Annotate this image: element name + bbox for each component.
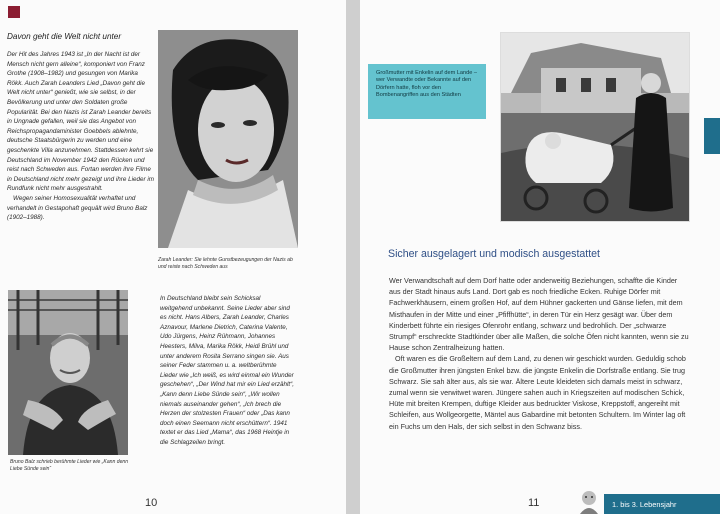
body-text-1 xyxy=(7,50,155,223)
zarah-leander-photo xyxy=(158,30,298,248)
section-marker xyxy=(8,6,20,18)
body-text-right xyxy=(389,275,689,432)
section-heading: Sicher ausgelagert und modisch ausgestattet xyxy=(388,248,601,260)
caption-balz: Bruno Balz schrieb berühmte Lieder wie „Kann denn Liebe Sünde sein“ xyxy=(10,459,129,472)
bruno-balz-photo xyxy=(8,290,128,455)
right-page xyxy=(360,0,720,514)
paragraph-1: Der Hit des Jahres 1943 ist „In der Nacht ist der Mensch nicht gern alleine“, komponiert von Franz Grothe (1908–1982) und gesungen von Marika Rökk. Auch Zarah Leanders Lied „Davon geht die Welt nicht unter“ genießt, wie sie selbst, in der Bevölkerung und unter den Soldaten große Popularität. Bei den Nazis ist Zarah Leander bereits in Ungnade gefallen, weil sie das Angebot von Reichspropagandaminister Goebbels ablehnte, deutsche Staatsbürgerin zu werden und eine geschenkte Villa anzunehmen. Stattdessen kehrt sie Deutschland im November 1942 den Rücken und reist nach Schweden aus. Fortan werden ihre Filme in Deutschland nicht mehr gezeigt und ihre Lieder im Rundfunk nicht mehr ausgestrahlt. xyxy=(7,51,155,193)
section-label xyxy=(604,494,720,514)
page-number-left: 10 xyxy=(145,497,158,509)
grandmother-pram-photo xyxy=(500,32,690,222)
photo-caption-box: Großmutter mit Enkelin auf dem Lande – wer Verwandte oder Bekannte auf den Dörfern hatte, floh vor den Bombenangriffen aus den Städten xyxy=(368,64,486,119)
page-title: Davon geht die Welt nicht unter xyxy=(7,32,122,41)
left-page xyxy=(0,0,346,514)
paragraph-3: In Deutschland bleibt sein Schicksal weitgehend unbekannt. Seine Lieder aber sind es nicht. Hans Albers, Zarah Leander, Charles Aznavour, Marlene Dietrich, Caterina Valente, Udo Jürgens, Heinz Rühmann, Johannes Heesters, Milva, Marika Rökk, Heidi Brühl und unter anderem Rosita Serrano singen sie. Aus seiner Feder stammen u. a. weltberühmte Lieder wie „Ich weiß, es wird einmal ein Wunder geschehen“, „Der Wind hat mir ein Lied erzählt“, „Kann denn Liebe Sünde sein“, „Wir wollen niemals auseinander gehen“, „Ich brech die Herzen der stolzesten Frauen“ oder „Das kann doch einen Seemann nicht erschüttern“. 1941 textet er das Lied „Mama“, das 1968 Heintje in die Schlagzeilen bringt. xyxy=(160,295,294,446)
paragraph-2: Wegen seiner Homosexualität verhaftet und verhandelt in Gestapohaft gequält wird Bruno Balz (1902–1988). xyxy=(7,194,148,222)
child-thumbnail xyxy=(576,488,602,514)
right-paragraph-2: Oft waren es die Großeltern auf dem Land, zu denen wir geschickt wurden. Geduldig schob die Großmutter ihren jüngsten Enkel bzw. die jüngste Enkelin die Dorfstraße entlang. Sie trug Schwarz. Sie sah älter aus, als sie war. Ältere Leute kleideten sich damals meist in schwarz, zumal wenn sie verwitwet waren. Jüngere sahen auch in Kriegszeiten auf modischen Schick, Hüte mit breiten Krempen, duftige Kleider aus bedruckter Viskose, Kreppstoff, angereiht mit Schleifen, aus Wollgeorgette, Mäntel aus Gabardine mit betonten Schultern. Im Winter lag oft ein Fuchs um den Hals, der sich selbst in den Schwanz biss. xyxy=(389,354,686,431)
section-label-text: 1. bis 3. Lebensjahr xyxy=(612,499,677,509)
teal-edge-tab xyxy=(704,118,720,154)
right-paragraph-1: Wer Verwandtschaft auf dem Dorf hatte oder anderweitig Beziehungen, schaffte die Kinder aus der Stadt hinaus aufs Land. Dort gab es noch friedliche Ecken. Ruhige Dörfer mit Fachwerkhäusern, einem großen Hof, auf dem Hühner gackerten und Gänse liefen, mit dem Misthaufen in der Mitte und einer „Pfiffhütte“, in deren Tür ein Herz gesägt war. Über dem Kinderbett führte ein riesiges Ofenrohr entlang, schwarz und bedrohlich. Der „schwarze Strumpf“ erschreckte Stadtkinder über alle Maßen, die solche Öfen nicht kannten, wenn sie zu Hause schon Zentralheizung hatten. xyxy=(389,276,689,353)
caption-leander: Zarah Leander: Sie lehnte Gunstbezeugungen der Nazis ab und reiste nach Schweden aus xyxy=(158,257,293,270)
page-number-right: 11 xyxy=(528,497,540,509)
